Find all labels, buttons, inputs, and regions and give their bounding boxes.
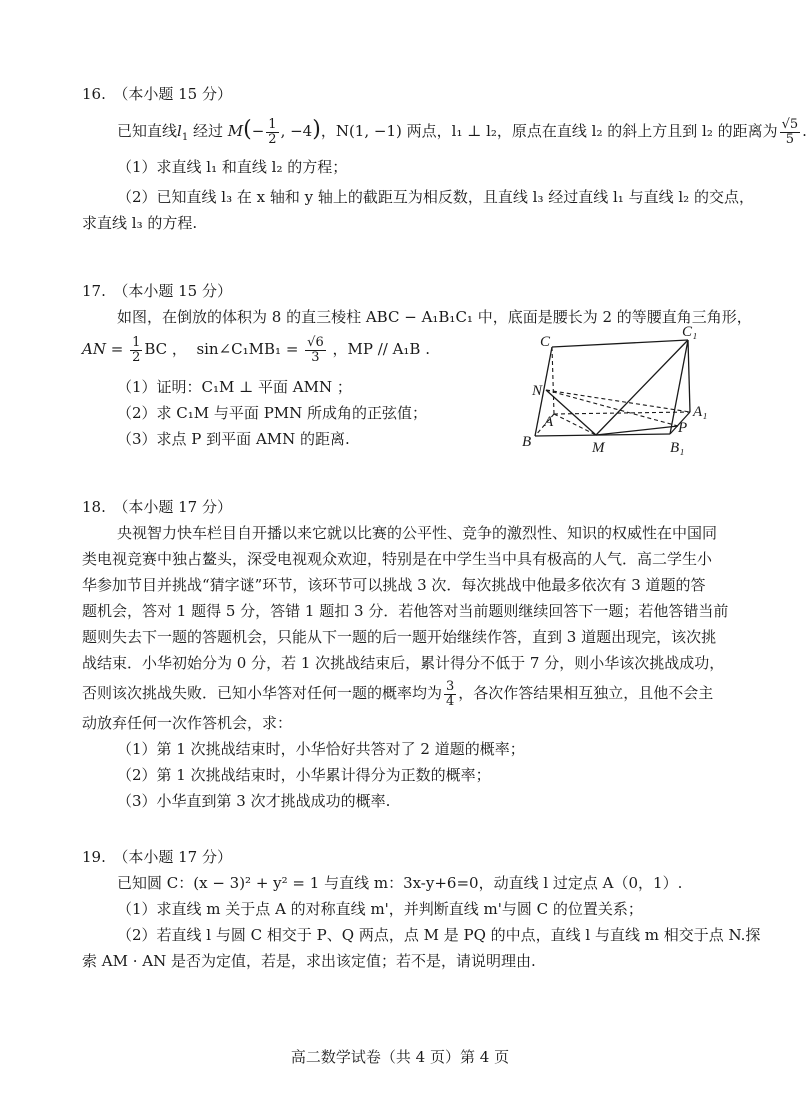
q19-part2-line2: 索 AM · AN 是否为定值，若是，求出该定值；若不是，请说明理由. <box>82 952 536 970</box>
q18-probability-fraction: $\frac{3}{4}$ <box>446 678 455 709</box>
label-A1: A₁ <box>693 404 708 420</box>
q18-line7: 否则该次挑战失败．已知小华答对任何一题的概率均为 $\frac{3}{4}$ ，各次作答结果相互独立，且他不会主 <box>82 678 714 709</box>
q16-part2-line1: （2）已知直线 l₃ 在 x 轴和 y 轴上的截距互为相反数，且直线 l₃ 经过直线 l₁ 与直线 l₂ 的交点， <box>117 188 754 206</box>
edge-M-C1 <box>596 340 688 435</box>
q18-line6: 战结束．小华初始分为 0 分，若 1 次挑战结束后，累计得分不低于 7 分，则小华该次挑战成功， <box>82 654 725 672</box>
q18-line8: 动放弃任何一次作答机会，求： <box>82 714 293 732</box>
q18-line5: 题则失去下一题的答题机会，只能从下一题的后一题开始继续作答，直到 3 道题出现完，该次挑 <box>82 628 717 646</box>
q17-part3: （3）求点 P 到平面 AMN 的距离. <box>117 430 350 448</box>
q19-part2-line1: （2）若直线 l 与圆 C 相交于 P、Q 两点，点 M 是 PQ 的中点，直线 l 与直线 m 相交于点 N.探 <box>117 926 761 944</box>
label-C: C <box>540 334 551 350</box>
q16-header: 16. （本小题 15 分） <box>82 85 232 103</box>
q18-part1: （1）第 1 次挑战结束时，小华恰好共答对了 2 道题的概率； <box>117 740 525 758</box>
q19-stem: 已知圆 C：(x − 3)² + y² = 1 与直线 m：3x-y+6=0，动直线 l 过定点 A（0，1）. <box>117 874 683 892</box>
q16-part2-line2: 求直线 l₃ 的方程. <box>82 214 198 232</box>
edge-A-M-dashed <box>554 414 596 435</box>
q18-line3: 华参加节目并挑战“猜字谜”环节，该环节可以挑战 3 次．每次挑战中他最多依次有 3 道题的答 <box>82 576 706 594</box>
label-B1: B₁ <box>670 440 685 456</box>
q17-part2: （2）求 C₁M 与平面 PMN 所成角的正弦值； <box>117 404 428 422</box>
q18-line4: 题机会，答对 1 题得 5 分，答错 1 题扣 3 分．若他答对当前题则继续回答下一题；若他答错当前 <box>82 602 729 620</box>
q16-m-fraction: $\frac{1}{2}$ <box>268 116 277 147</box>
q17-stem-line2: AN = $\frac{1}{2}$ BC ， sin∠C₁MB₁ = $\frac{√6}{3}$ ，MP // A₁B . <box>82 334 430 365</box>
label-N: N <box>532 383 543 399</box>
q18-header: 18. （本小题 17 分） <box>82 498 232 516</box>
label-P: P <box>678 420 688 436</box>
q19-header: 19. （本小题 17 分） <box>82 848 232 866</box>
edge-C-C1 <box>552 340 688 347</box>
q16-part1: （1）求直线 l₁ 和直线 l₂ 的方程； <box>117 158 348 176</box>
label-B: B <box>522 434 532 450</box>
label-M: M <box>592 440 605 456</box>
q18-line2: 类电视竞赛中独占鳌头，深受电视观众欢迎，特别是在中学生当中具有极高的人气．高二学生小 <box>82 550 713 568</box>
label-C1: C₁ <box>682 324 698 340</box>
q17-stem-line1: 如图，在倒放的体积为 8 的直三棱柱 ABC − A₁B₁C₁ 中，底面是腰长为 2 的等腰直角三角形， <box>117 308 752 326</box>
edge-C1-A1 <box>688 340 690 412</box>
q18-part2: （2）第 1 次挑战结束时，小华累计得分为正数的概率； <box>117 766 491 784</box>
q16-distance-fraction: $\frac{√5}{5}$ <box>781 116 799 147</box>
edge-C-A-dashed <box>552 347 554 414</box>
q17-an-fraction: $\frac{1}{2}$ <box>132 334 141 365</box>
q17-prism-figure <box>510 322 730 462</box>
page-footer: 高二数学试卷（共 4 页）第 4 页 <box>290 1048 510 1066</box>
label-A: A <box>544 414 554 430</box>
q17-header: 17. （本小题 15 分） <box>82 282 232 300</box>
q16-stem: 已知直线$l_1$ 经过 M(− $\frac{1}{2}$ , −4)，N(1, −1) 两点，l₁ ⊥ l₂，原点在直线 l₂ 的斜上方且到 l₂ 的距离为 $\frac{√5}{5}$ . <box>117 116 807 147</box>
q18-part3: （3）小华直到第 3 次才挑战成功的概率. <box>117 792 391 810</box>
edge-A-A1-dashed <box>554 412 690 414</box>
q18-line1: 央视智力快车栏目自开播以来它就以比赛的公平性、竞争的激烈性、知识的权威性在中国同 <box>117 524 718 542</box>
q17-part1: （1）证明：C₁M ⊥ 平面 AMN ； <box>117 378 352 396</box>
q19-part1: （1）求直线 m 关于点 A 的对称直线 m'，并判断直线 m'与圆 C 的位置关系； <box>117 900 643 918</box>
q17-sin-fraction: $\frac{√6}{3}$ <box>307 334 324 365</box>
